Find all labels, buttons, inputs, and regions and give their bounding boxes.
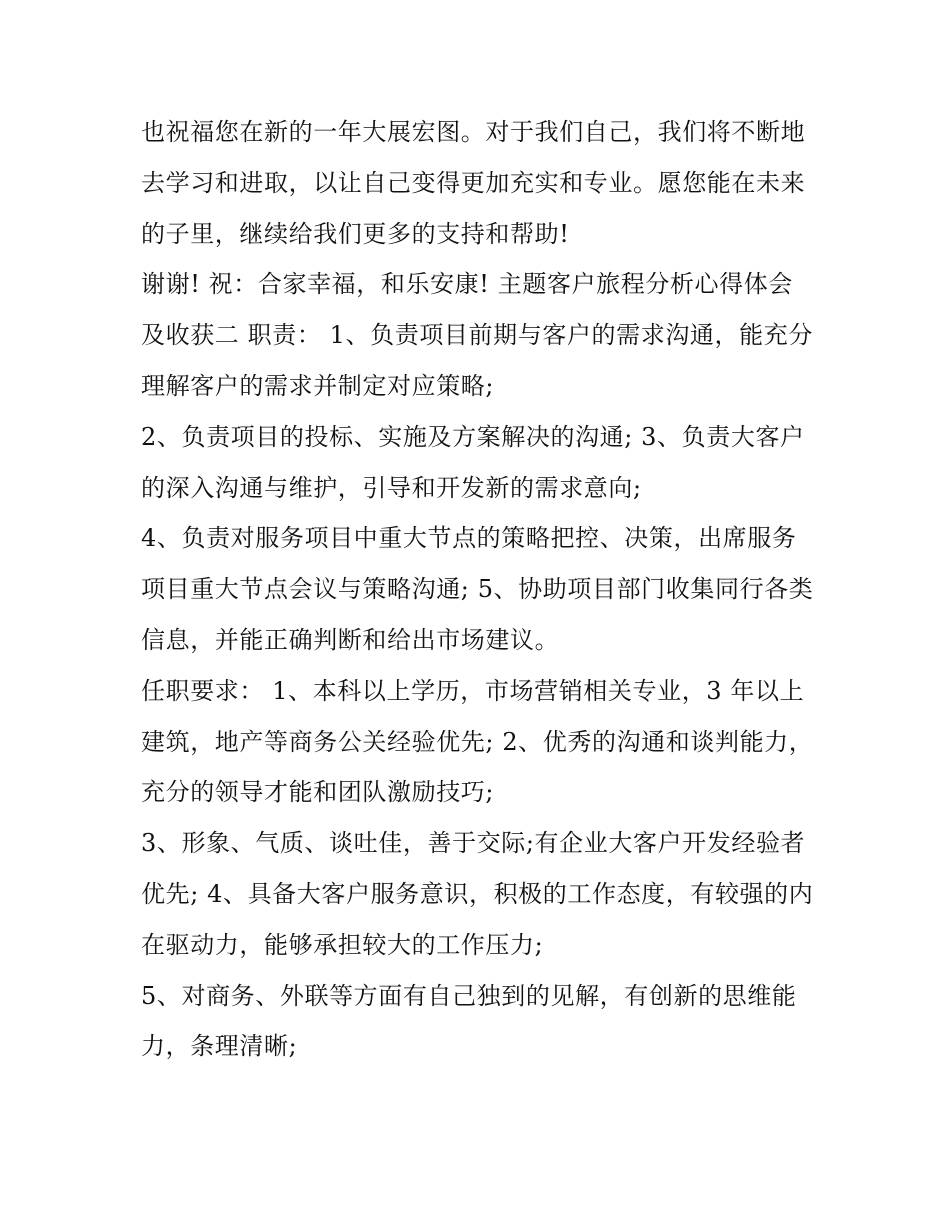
text-line: 建筑，地产等商务公关经验优先; 2、优秀的沟通和谈判能力，: [141, 727, 814, 756]
text-line: 2、负责项目的投标、实施及方案解决的沟通; 3、负责大客户: [141, 422, 805, 451]
text-line: 信息，并能正确判断和给出市场建议。: [141, 625, 560, 654]
text-line: 的深入沟通与维护，引导和开发新的需求意向;: [141, 473, 642, 502]
text-line: 充分的领导才能和团队激励技巧;: [141, 778, 495, 807]
text-line: 去学习和进取，以让自己变得更加充实和专业。愿您能在未来: [141, 168, 806, 197]
text-line: 任职要求： 1、本科以上学历，市场营销相关专业，3 年以上: [141, 676, 805, 705]
text-line: 力，条理清晰;: [141, 1032, 298, 1061]
text-line: 也祝福您在新的一年大展宏图。对于我们自己，我们将不断地: [141, 118, 806, 146]
text-line: 理解客户的需求并制定对应策略;: [141, 371, 495, 400]
text-line: 4、负责对服务项目中重大节点的策略把控、决策，出席服务: [141, 524, 797, 553]
text-line: 项目重大节点会议与策略沟通; 5、协助项目部门收集同行各类: [141, 575, 814, 604]
body-text: [141, 107, 821, 1072]
text-line: 的子里，继续给我们更多的支持和帮助!: [141, 219, 570, 248]
text-line: 在驱动力，能够承担较大的工作压力;: [141, 930, 544, 959]
text-line: 3、形象、气质、谈吐佳，善于交际;有企业大客户开发经验者: [141, 829, 806, 858]
text-line: 优先; 4、具备大客户服务意识，积极的工作态度，有较强的内: [141, 879, 814, 908]
text-line: 5、对商务、外联等方面有自己独到的见解，有创新的思维能: [141, 981, 797, 1010]
text-line: 谢谢! 祝：合家幸福，和乐安康! 主题客户旅程分析心得体会: [141, 270, 793, 299]
text-line: 及收获二 职责： 1、负责项目前期与客户的需求沟通，能充分: [141, 321, 813, 350]
